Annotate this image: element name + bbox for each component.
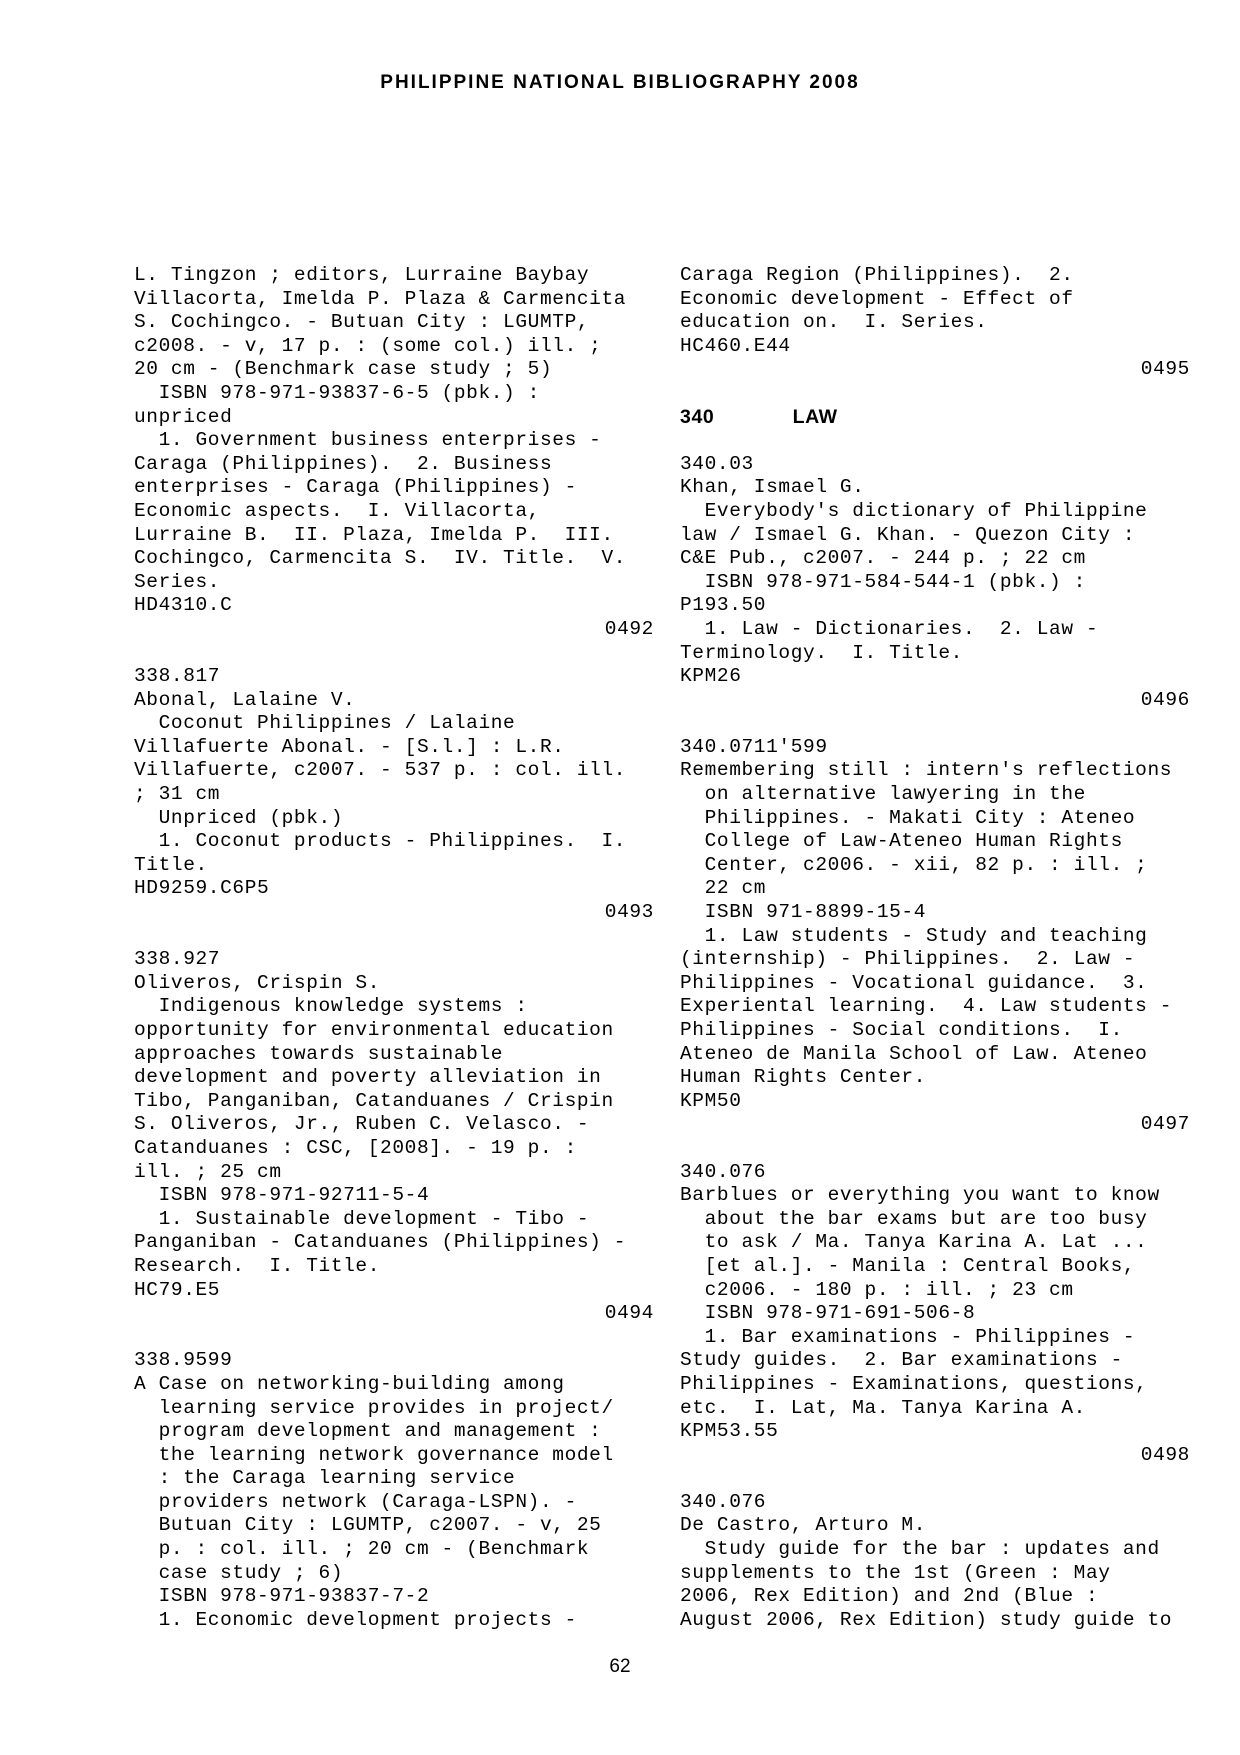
bib-line: supplements to the 1st (Green : May	[680, 1561, 1111, 1584]
classification-number: 340.03	[680, 452, 754, 475]
bib-line: Economic aspects. I. Villacorta,	[134, 499, 540, 522]
bib-line: Study guides. 2. Bar examinations -	[680, 1349, 1123, 1372]
bib-line: program development and management :	[134, 1420, 602, 1443]
bib-line: the learning network governance model	[134, 1443, 614, 1466]
call-number: KPM26	[680, 665, 742, 688]
classification-number: 338.9599	[134, 1349, 233, 1372]
bib-line: Catanduanes : CSC, [2008]. - 19 p. :	[134, 1136, 577, 1159]
bib-line: Caraga Region (Philippines). 2.	[680, 264, 1074, 286]
bib-line: enterprises - Caraga (Philippines) -	[134, 476, 577, 499]
bib-line: ISBN 978-971-93837-7-2	[134, 1585, 430, 1608]
bib-line: 2006, Rex Edition) and 2nd (Blue :	[680, 1585, 1099, 1608]
bib-line: about the bar exams but are too busy	[680, 1207, 1148, 1230]
bib-line: Caraga (Philippines). 2. Business	[134, 452, 553, 475]
bib-line: p. : col. ill. ; 20 cm - (Benchmark	[134, 1538, 590, 1561]
entry-number: 0492	[604, 617, 654, 640]
gap	[680, 1137, 1190, 1161]
bib-line: Villafuerte Abonal. - [S.l.] : L.R.	[134, 735, 565, 758]
bib-line: Series.	[134, 570, 221, 593]
bib-line: education on. I. Series.	[680, 311, 988, 334]
bib-line: case study ; 6)	[134, 1561, 344, 1584]
bib-line: Coconut Philippines / Lalaine	[134, 712, 516, 735]
classification-number: 338.817	[134, 665, 221, 688]
bib-line: : the Caraga learning service	[134, 1467, 516, 1490]
bib-line: 1. Law - Dictionaries. 2. Law -	[680, 617, 1099, 640]
bib-line: Panganiban - Catanduanes (Philippines) -	[134, 1231, 627, 1254]
bib-line: Remembering still : intern's reflections	[680, 759, 1173, 782]
bib-line: Experiental learning. 4. Law students -	[680, 995, 1173, 1018]
section-heading: 340 LAW	[680, 405, 838, 428]
bib-line: Philippines - Vocational guidance. 3.	[680, 971, 1148, 994]
bib-line: Research. I. Title.	[134, 1254, 381, 1277]
gap	[680, 712, 1190, 736]
bib-line: ill. ; 25 cm	[134, 1160, 282, 1183]
bib-line: Abonal, Lalaine V.	[134, 688, 356, 711]
bib-line: 22 cm	[680, 877, 767, 900]
bib-line: Villafuerte, c2007. - 537 p. : col. ill.	[134, 759, 627, 782]
call-number: KPM53.55	[680, 1420, 779, 1443]
bib-line: De Castro, Arturo M.	[680, 1514, 927, 1537]
bib-line: Tibo, Panganiban, Catanduanes / Crispin	[134, 1089, 614, 1112]
gap	[680, 429, 1190, 453]
bib-line: Philippines. - Makati City : Ateneo	[680, 806, 1136, 829]
bib-line: providers network (Caraga-LSPN). -	[134, 1490, 577, 1513]
bib-line: (internship) - Philippines. 2. Law -	[680, 948, 1136, 971]
entry-number: 0498	[1140, 1443, 1190, 1466]
bib-line: c2006. - 180 p. : ill. ; 23 cm	[680, 1278, 1074, 1301]
bib-line: Economic development - Effect of	[680, 287, 1074, 310]
bib-line: P193.50	[680, 594, 767, 617]
classification-number: 338.927	[134, 948, 221, 971]
bib-line: Indigenous knowledge systems :	[134, 995, 528, 1018]
bib-line: ISBN 978-971-93837-6-5 (pbk.) :	[134, 381, 540, 404]
bib-line: [et al.]. - Manila : Central Books,	[680, 1254, 1136, 1277]
bib-line: etc. I. Lat, Ma. Tanya Karina A.	[680, 1396, 1086, 1419]
bib-line: c2008. - v, 17 p. : (some col.) ill. ;	[134, 334, 602, 357]
bib-line: Oliveros, Crispin S.	[134, 971, 381, 994]
bib-line: 1. Coconut products - Philippines. I.	[134, 830, 627, 853]
bib-line: Philippines - Social conditions. I.	[680, 1019, 1123, 1041]
classification-number: 340.076	[680, 1160, 767, 1183]
entry-number: 0495	[1140, 358, 1190, 381]
entry-number: 0494	[604, 1302, 654, 1325]
bib-line: unpriced	[134, 405, 233, 428]
bib-line: 1. Government business enterprises -	[134, 429, 602, 452]
bib-line: Barblues or everything you want to know	[680, 1184, 1160, 1207]
page-title: PHILIPPINE NATIONAL BIBLIOGRAPHY 2008	[380, 72, 860, 93]
bib-line: L. Tingzon ; editors, Lurraine Baybay	[134, 264, 590, 286]
bib-line: ISBN 971-8899-15-4	[680, 901, 927, 924]
call-number: HC460.E44	[680, 334, 791, 357]
bib-line: August 2006, Rex Edition) study guide to	[680, 1608, 1173, 1631]
bib-line: Study guide for the bar : updates and	[680, 1538, 1160, 1561]
gap	[134, 1326, 654, 1350]
bib-line: 20 cm - (Benchmark case study ; 5)	[134, 358, 553, 381]
bib-line: Cochingco, Carmencita S. IV. Title. V.	[134, 547, 627, 570]
bib-line: ; 31 cm	[134, 783, 221, 806]
classification-number: 340.076	[680, 1490, 767, 1513]
page-number: 62	[609, 1656, 631, 1677]
bib-line: approaches towards sustainable	[134, 1042, 504, 1065]
bib-line: S. Oliveros, Jr., Ruben C. Velasco. -	[134, 1113, 590, 1136]
bib-line: law / Ismael G. Khan. - Quezon City :	[680, 523, 1136, 546]
bib-line: Philippines - Examinations, questions,	[680, 1372, 1148, 1395]
bib-line: Villacorta, Imelda P. Plaza & Carmencita	[134, 287, 627, 310]
bib-line: ISBN 978-971-584-544-1 (pbk.) :	[680, 570, 1086, 593]
bib-line: to ask / Ma. Tanya Karina A. Lat ...	[680, 1231, 1148, 1254]
bib-line: Center, c2006. - xii, 82 p. : ill. ;	[680, 853, 1148, 876]
gap	[680, 1467, 1190, 1491]
bib-line: Lurraine B. II. Plaza, Imelda P. III.	[134, 523, 614, 546]
bib-line: C&E Pub., c2007. - 244 p. ; 22 cm	[680, 547, 1086, 570]
call-number: HC79.E5	[134, 1278, 221, 1301]
bib-line: College of Law-Ateneo Human Rights	[680, 830, 1123, 853]
bib-line: ISBN 978-971-691-506-8	[680, 1302, 976, 1325]
classification-number: 340.0711'599	[680, 735, 828, 758]
bib-line: development and poverty alleviation in	[134, 1066, 602, 1089]
bib-line: Human Rights Center.	[680, 1066, 927, 1089]
bib-line: 1. Law students - Study and teaching	[680, 924, 1148, 947]
bib-line: Title.	[134, 853, 208, 876]
bib-line: S. Cochingco. - Butuan City : LGUMTP,	[134, 311, 590, 334]
call-number: HD9259.C6P5	[134, 877, 270, 900]
bib-line: Everybody's dictionary of Philippine	[680, 499, 1148, 522]
bib-line: on alternative lawyering in the	[680, 783, 1086, 806]
bib-line: opportunity for environmental education	[134, 1019, 614, 1041]
bib-line: Unpriced (pbk.)	[134, 806, 344, 829]
bib-line: Terminology. I. Title.	[680, 641, 963, 664]
left-column	[134, 264, 654, 1632]
call-number: KPM50	[680, 1089, 742, 1112]
call-number: HD4310.C	[134, 594, 233, 617]
gap	[680, 382, 1190, 406]
entry-number: 0497	[1140, 1113, 1190, 1136]
bib-line: 1. Bar examinations - Philippines -	[680, 1325, 1136, 1348]
gap	[134, 642, 654, 666]
bib-line: Ateneo de Manila School of Law. Ateneo	[680, 1042, 1148, 1065]
bib-line: 1. Sustainable development - Tibo -	[134, 1207, 590, 1230]
bib-line: 1. Economic development projects -	[134, 1608, 577, 1631]
right-column	[680, 264, 1190, 1632]
bib-line: Khan, Ismael G.	[680, 476, 865, 499]
gap	[134, 925, 654, 949]
bib-line: Butuan City : LGUMTP, c2007. - v, 25	[134, 1514, 602, 1537]
bib-line: A Case on networking-building among	[134, 1372, 565, 1395]
bib-line: ISBN 978-971-92711-5-4	[134, 1184, 430, 1207]
bib-line: learning service provides in project/	[134, 1396, 614, 1419]
entry-number: 0496	[1140, 688, 1190, 711]
entry-number: 0493	[604, 901, 654, 924]
